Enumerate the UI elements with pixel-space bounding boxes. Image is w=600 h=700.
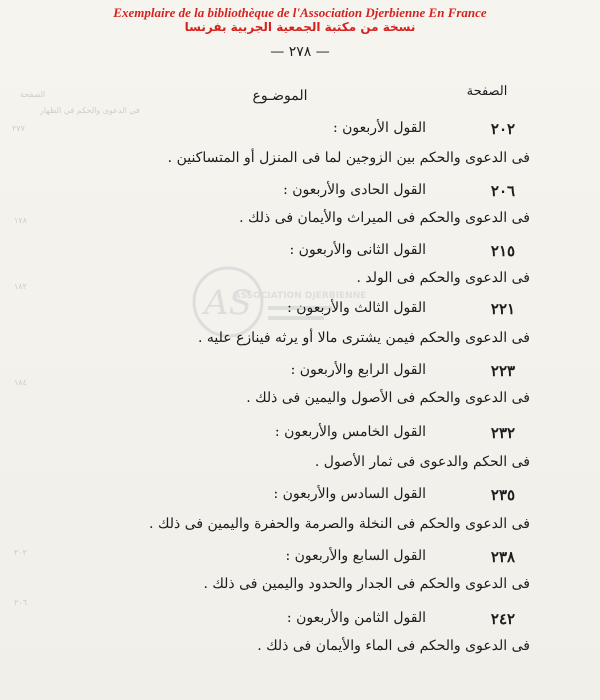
bleed-through-label: الصفحة	[20, 90, 46, 99]
bleed-through-number: ٢٠٢	[14, 548, 27, 557]
entry-description: فى الدعوى والحكم فى الجدار والحدود واليمين فى ذلك .	[203, 576, 530, 592]
entry-page-number: ٢٣٢	[490, 424, 516, 442]
watermark-text: ASSOCIATION DJERBIENNE	[233, 291, 367, 301]
entry-title: القول الثانى والأربعون :	[289, 242, 426, 258]
page-column-header: الصفحة	[466, 84, 508, 99]
stamp-french-text: Exemplaire de la bibliothèque de l'Association Djerbienne En France	[113, 5, 487, 20]
entry-description: فى الدعوى والحكم فى النخلة والصرمة والحفرة واليمين فى ذلك .	[149, 516, 530, 532]
entry-page-number: ٢١٥	[490, 242, 516, 260]
entry-description: فى الدعوى والحكم فى الميراث والأيمان فى ذلك .	[239, 210, 530, 226]
entry-title: القول الخامس والأربعون :	[274, 424, 426, 440]
entry-page-number: ٢٢١	[490, 300, 516, 318]
entry-title: القول الأربعون :	[332, 120, 426, 136]
entry-page-number: ٢٠٦	[490, 182, 516, 200]
entry-description: فى الدعوى والحكم فى الولد .	[356, 270, 530, 286]
entry-description: فى الدعوى والحكم فى الأصول واليمين فى ذلك .	[246, 390, 530, 406]
entry-page-number: ٢٣٨	[490, 548, 516, 566]
page-number: — ٢٧٨ —	[270, 44, 330, 60]
entry-page-number: ٢٢٣	[490, 362, 516, 380]
library-stamp	[0, 6, 600, 35]
entry-title: القول الرابع والأربعون :	[290, 362, 426, 378]
entry-description: فى الحكم والدعوى فى ثمار الأصول .	[314, 454, 530, 470]
bleed-through-number: ١٧٨	[14, 216, 27, 225]
entry-description: فى الدعوى والحكم فى الماء والأيمان فى ذلك .	[257, 638, 530, 654]
entry-page-number: ٢٤٢	[490, 610, 516, 628]
bleed-through-number: ١٨٤	[14, 378, 27, 387]
topic-column-header: الموضـوع	[252, 88, 308, 104]
entry-title: القول السادس والأربعون :	[273, 486, 426, 502]
entry-page-number: ٢٣٥	[490, 486, 516, 504]
entry-page-number: ٢٠٢	[490, 120, 516, 138]
entry-title: القول الحادى والأربعون :	[283, 182, 426, 198]
svg-text:AS: AS	[204, 283, 252, 323]
entry-title: القول الثالث والأربعون :	[287, 300, 426, 316]
entry-title: القول الثامن والأربعون :	[286, 610, 426, 626]
bleed-through-number: ١٨٢	[14, 282, 27, 291]
bleed-through-number: ٢٧٧	[12, 124, 25, 133]
entry-description: فى الدعوى والحكم فيمن يشترى مالا أو يرثه فينازع عليه .	[198, 330, 530, 346]
stamp-arabic-text: نسخة من مكتبة الجمعية الجربية بفرنسا	[184, 19, 416, 34]
bleed-through-line: في الدعوى والحكم في الظهار	[40, 106, 140, 115]
bleed-through-number: ٢٠٦	[14, 598, 27, 607]
entry-title: القول السابع والأربعون :	[285, 548, 426, 564]
entry-description: فى الدعوى والحكم بين الزوجين لما فى المنزل أو المتساكنين .	[167, 150, 530, 166]
